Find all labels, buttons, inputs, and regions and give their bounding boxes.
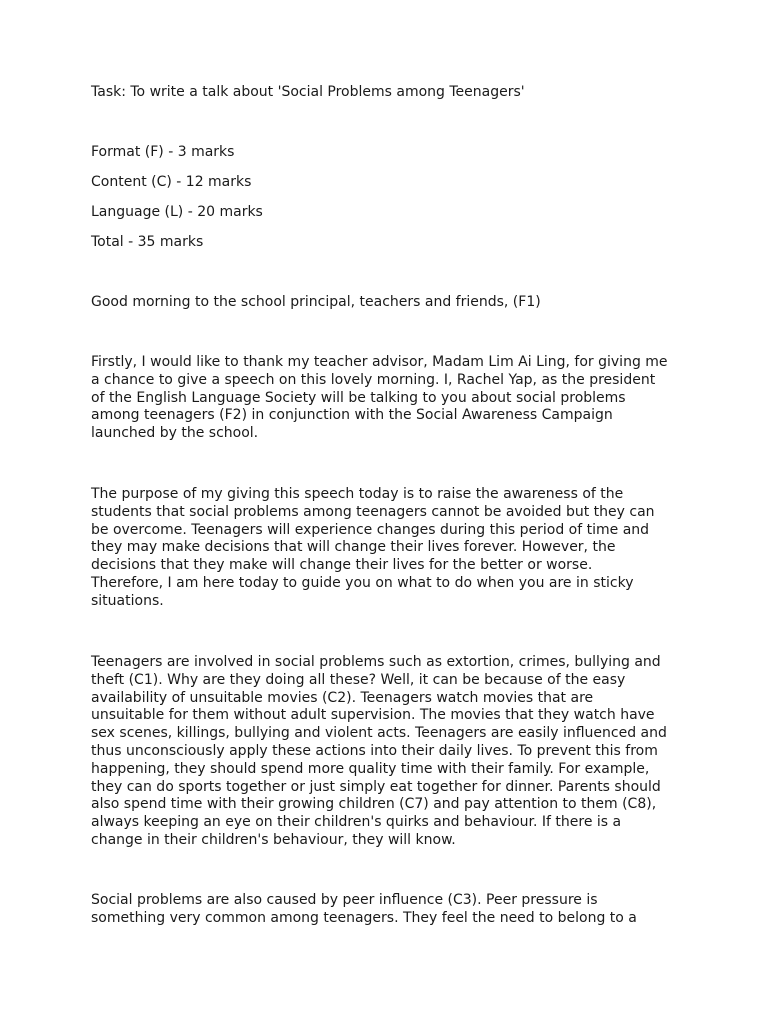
paragraph-line: they may make decisions that will change their lives forever. However, the xyxy=(91,539,616,556)
paragraph-line: something very common among teenagers. They feel the need to belong to a xyxy=(91,909,637,926)
marks-format: Format (F) - 3 marks xyxy=(91,144,235,160)
greeting-line: Good morning to the school principal, teachers and friends, (F1) xyxy=(91,294,541,310)
paragraph-line: theft (C1). Why are they doing all these? Well, it can be because of the easy xyxy=(91,671,626,688)
marks-total: Total - 35 marks xyxy=(91,234,204,250)
paragraph-line: Firstly, I would like to thank my teacher advisor, Madam Lim Ai Ling, for giving me xyxy=(91,354,668,370)
paragraph-line: decisions that they make will change their lives for the better or worse. xyxy=(91,557,593,574)
paragraph-line: change in their children's behaviour, they will know. xyxy=(91,831,456,848)
paragraph-line: be overcome. Teenagers will experience changes during this period of time and xyxy=(91,521,650,538)
paragraph-line: launched by the school. xyxy=(91,425,259,442)
paragraph-peer-influence xyxy=(91,892,691,928)
paragraph-line: of the English Language Society will be talking to you about social problems xyxy=(91,389,626,406)
marks-content: Content (C) - 12 marks xyxy=(91,174,252,190)
paragraph-line: thus unconsciously apply these actions into their daily lives. To prevent this from xyxy=(91,742,658,759)
paragraph-line: happening, they should spend more quality time with their family. For example, xyxy=(91,760,650,777)
paragraph-line: sex scenes, killings, bullying and violent acts. Teenagers are easily influenced and xyxy=(91,725,667,742)
paragraph-line: situations. xyxy=(91,592,164,609)
paragraph-social-problems xyxy=(91,654,691,850)
paragraph-line: availability of unsuitable movies (C2). Teenagers watch movies that are xyxy=(91,689,594,706)
paragraph-line: also spend time with their growing children (C7) and pay attention to them (C8), xyxy=(91,796,657,813)
paragraph-line: Social problems are also caused by peer influence (C3). Peer pressure is xyxy=(91,892,598,908)
paragraph-introduction xyxy=(91,354,691,443)
paragraph-purpose xyxy=(91,486,691,611)
paragraph-line: a chance to give a speech on this lovely morning. I, Rachel Yap, as the president xyxy=(91,371,656,388)
paragraph-line: students that social problems among teenagers cannot be avoided but they can xyxy=(91,503,655,520)
paragraph-line: The purpose of my giving this speech today is to raise the awareness of the xyxy=(91,486,624,502)
task-heading: Task: To write a talk about 'Social Problems among Teenagers' xyxy=(91,84,525,100)
paragraph-line: always keeping an eye on their children's quirks and behaviour. If there is a xyxy=(91,814,622,831)
paragraph-line: they can do sports together or just simply eat together for dinner. Parents should xyxy=(91,778,661,795)
paragraph-line: Therefore, I am here today to guide you on what to do when you are in sticky xyxy=(91,574,634,591)
paragraph-line: among teenagers (F2) in conjunction with the Social Awareness Campaign xyxy=(91,407,613,424)
paragraph-line: Teenagers are involved in social problems such as extortion, crimes, bullying and xyxy=(91,654,661,670)
paragraph-line: unsuitable for them without adult supervision. The movies that they watch have xyxy=(91,707,655,724)
marks-language: Language (L) - 20 marks xyxy=(91,204,263,220)
